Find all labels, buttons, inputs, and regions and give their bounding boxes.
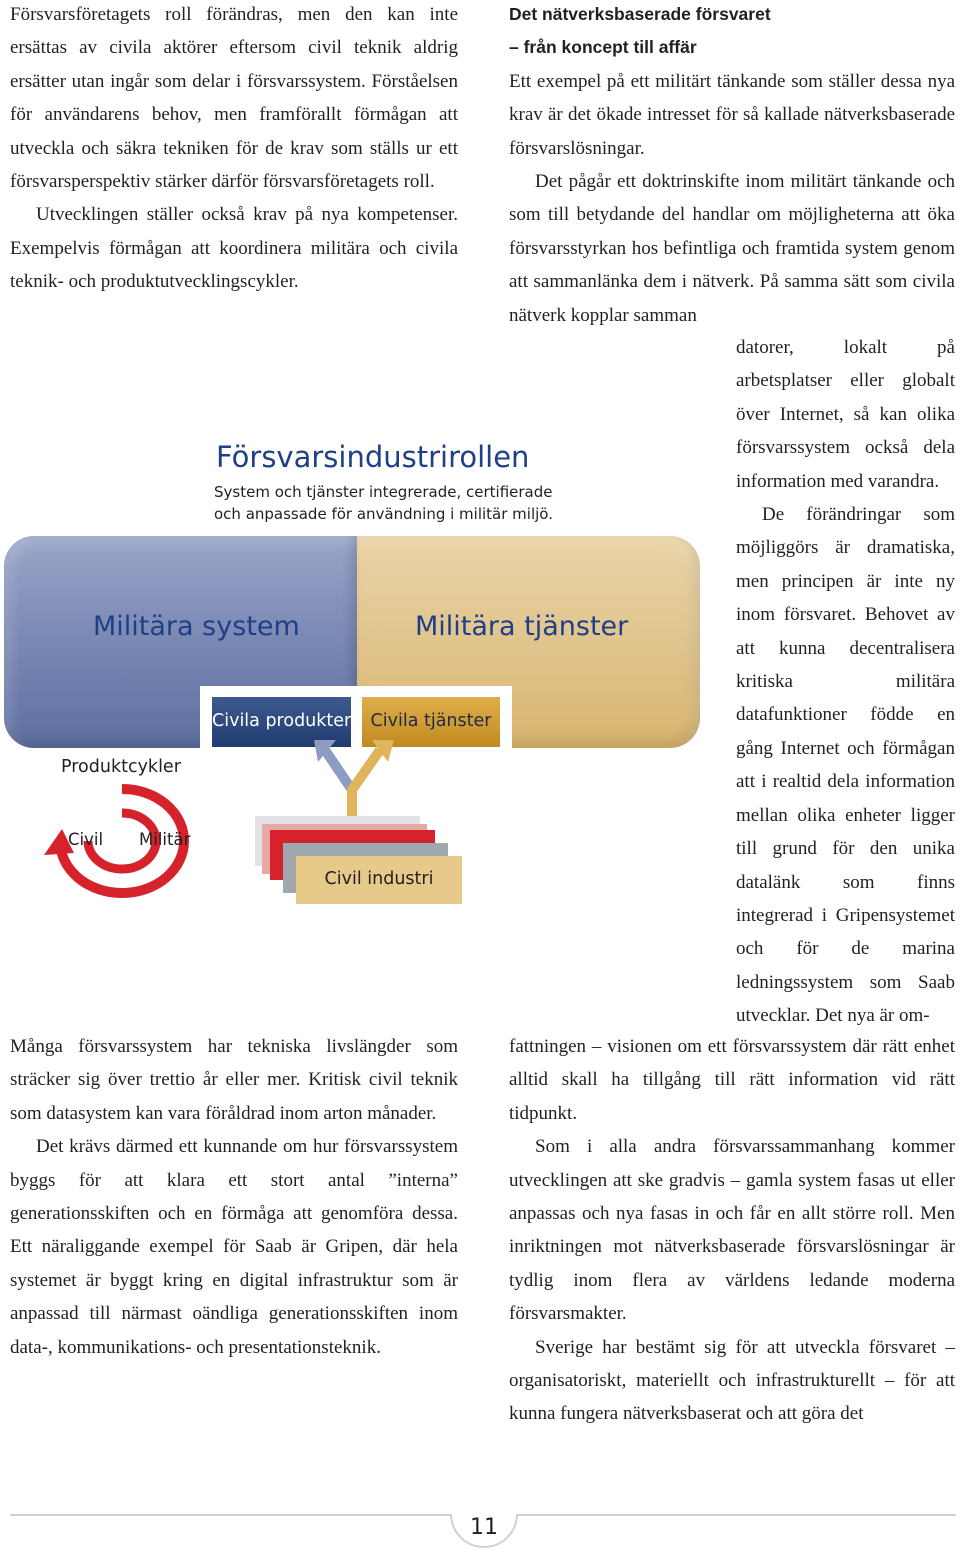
civila-produkter-box: Civila produkter: [212, 697, 351, 747]
section-heading-line1: Det nätverksbaserade försvaret: [509, 4, 771, 24]
merge-arrows: [300, 728, 410, 828]
produktcykler-label: Produktcykler: [61, 757, 181, 777]
arrow-to-civila-tjanster: [352, 750, 380, 824]
civil-industri-box: Civil industri: [296, 856, 462, 904]
paragraph-continued: datorer, lokalt på arbetsplatser eller globalt över Internet, så kan olika försvarssystem också dela information med varandra.: [736, 337, 955, 492]
paragraph: Som i alla andra försvarssammanhang kommer utvecklingen att ske gradvis – gamla system fasas ut eller anpassas och nya fasas in och får en allt större roll. Men inriktningen mot nätverksbaserade försvarslösningar är tydlig inom flera av världens ledande moderna försvarsmakter.: [509, 1136, 955, 1325]
paragraph: Ett exempel på ett militärt tänkande som ställer dessa nya krav är det ökade intresset för så kallade nätverksbaserade försvarslösningar.: [509, 70, 955, 159]
diagram-subtitle-line1: System och tjänster integrerade, certifierade: [214, 483, 553, 501]
paragraph: De förändringar som möjliggörs är dramatiska, men principen är inte ny inom försvaret. Behovet av att kunna decentralisera kritiska militära datafunktioner födde en gång Internet och förmågan att i realtid dela information mellan olika enheter ligger till grund för den unika datalänk som finns integrerad i Gripensystemet och för de marina ledningssystem som Saab utvecklar. Det nya är om-: [736, 504, 955, 1027]
diagram-subtitle-line2: och anpassade för användning i militär miljö.: [214, 505, 553, 523]
paragraph: Många försvarssystem har tekniska livslängder som sträcker sig över trettio år eller mer. Kritisk civil teknik som datasystem kan vara föråldrad inom arton månader.: [10, 1036, 458, 1124]
civil-label: Civil: [68, 830, 104, 849]
section-heading: [509, 0, 955, 65]
militara-system-label: Militära system: [93, 611, 300, 642]
paragraph: Försvarsföretagets roll förändras, men den kan inte ersättas av civila aktörer eftersom civil teknik aldrig ersätter utan ingår som delar i försvarssystem. Förståelsen för användarens behov, men framförallt förmågan att utveckla och säkra tekniken för de krav som ställs ur ett försvarsperspektiv stärker därför försvarsföretagets roll.: [10, 4, 458, 193]
section-heading-line2: – från koncept till affär: [509, 37, 697, 58]
paragraph: Det pågår ett doktrinskifte inom militärt tänkande och som till betydande del handlar om möjligheterna att öka försvarsstyrkan hos befintliga och framtida system genom att sammanlänka dem i nätverk. På samma sätt som civila nätverk kopplar samman: [509, 171, 955, 326]
paragraph: Det krävs därmed ett kunnande om hur försvarssystem byggs för att klara ett stort antal ”interna” generationsskiften och en förmåga att genomföra dessa. Ett näraliggande exempel för Saab är Gripen, där hela systemet är byggt kring en digital infrastruktur som är anpassad till närmast oändliga generationsskiften inom data-, kommunikations- och presentationsteknik.: [10, 1136, 458, 1358]
militara-tjanster-label: Militära tjänster: [415, 611, 629, 642]
left-column-bottom: [10, 1030, 458, 1364]
paragraph: Sverige har bestämt sig för att utveckla försvaret – organisatoriskt, materiellt och infrastrukturellt – för att kunna fungera nätverksbaserat och att göra det: [509, 1336, 955, 1425]
paragraph-continued: fattningen – visionen om ett försvarssystem där rätt enhet alltid skall ha tillgång till rätt information vid rätt tidpunkt.: [509, 1036, 955, 1124]
left-column-top: [10, 0, 458, 299]
right-column-top: [509, 0, 955, 332]
civila-tjanster-box: Civila tjänster: [362, 697, 500, 747]
militar-label: Militär: [139, 830, 191, 849]
right-column-narrow: [736, 331, 955, 1033]
right-column-bottom: [509, 1030, 955, 1431]
paragraph: Utvecklingen ställer också krav på nya kompetenser. Exempelvis förmågan att koordinera militära och civila teknik- och produktutvecklingscykler.: [10, 204, 458, 293]
page-number: 11: [470, 1515, 498, 1540]
diagram-title: Försvarsindustrirollen: [216, 440, 530, 474]
